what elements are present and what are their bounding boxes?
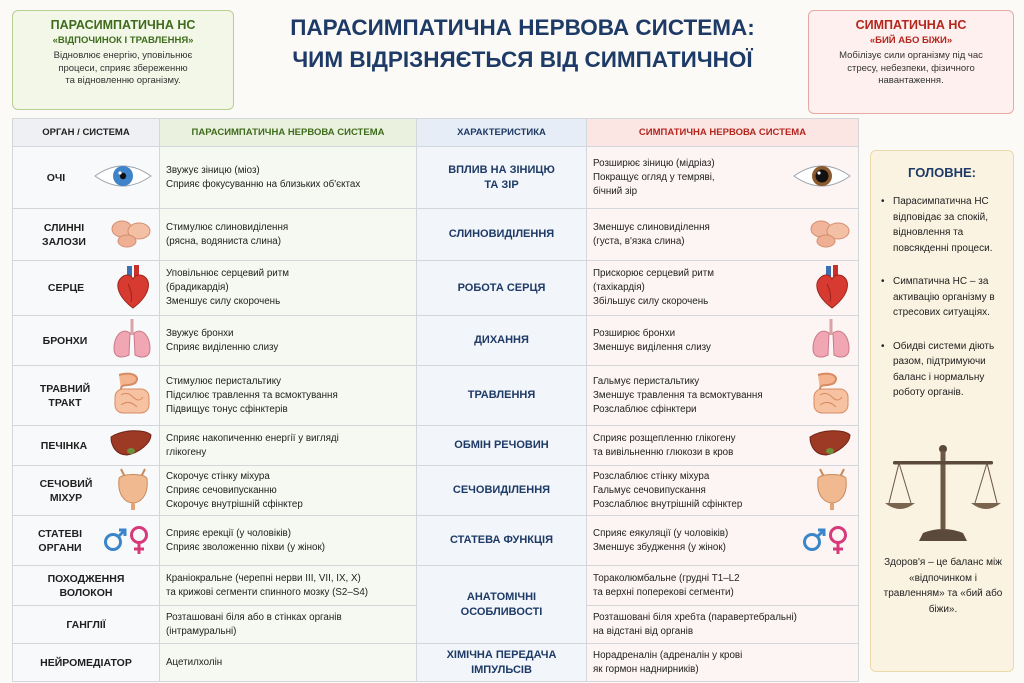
symp-desc-line: Мобілізує сили організму під час [839, 50, 983, 61]
organ-name [19, 618, 153, 632]
symp-text-line: Зменшує слиновиділення [593, 221, 710, 233]
organ-name-line: ТРАВНИЙ [39, 382, 91, 395]
table-row [13, 426, 859, 466]
sympathetic-cell [587, 426, 859, 466]
characteristic-cell [417, 316, 587, 366]
symp-text-line: Розслаблює сфінктери [593, 403, 697, 415]
organ-name-line: ТРАКТ [48, 396, 82, 409]
symp-box-description [817, 50, 1005, 88]
side-point: • Парасимпатична НС відповідає за спокій, відновлення та повсякденні процеси. [881, 194, 1003, 256]
organ-name-line: СТАТЕВІ [37, 527, 83, 540]
characteristic-line: ІМПУЛЬСІВ [471, 663, 532, 676]
characteristic-cell [417, 426, 587, 466]
sympathetic-cell [587, 466, 859, 516]
header-characteristic: ХАРАКТЕРИСТИКА [417, 119, 587, 147]
para-text-line: Уповільнює серцевий ритм [166, 268, 289, 279]
para-text-line: Підвищує тонус сфінктерів [166, 403, 288, 415]
gender-symbols-icon [800, 522, 852, 559]
comparison-table [12, 118, 859, 682]
characteristic-cell [417, 644, 587, 682]
para-text-line: Сприяє зволоженню піхви (у жінок) [166, 541, 326, 553]
organ-cell [13, 516, 160, 566]
para-text-line: Сприяє сечовипусканню [166, 484, 277, 496]
characteristic-line: СТАТЕВА ФУНКЦІЯ [449, 534, 553, 546]
para-text-line: Краніокральне (черепні нерви III, VII, IX, X) [166, 572, 361, 584]
organ-name-line: ГАНГЛІЇ [66, 618, 106, 631]
symp-text-line: як гормон наднирників) [593, 663, 699, 675]
symp-text-line: Покращує огляд у темряві, [593, 171, 715, 183]
symp-desc-line: навантаження. [878, 75, 944, 86]
symp-text-line: Розслаблює внутрішній сфінктер [593, 498, 743, 510]
organ-name-line: СЕРЦЕ [47, 282, 85, 294]
symp-text-line: Сприяє розщепленню глікогену [593, 432, 736, 444]
organ-name [19, 334, 111, 348]
para-text-line: Стимулює слиновиділення [166, 221, 289, 233]
liver-icon [109, 429, 153, 462]
symp-text-line: Розташовані біля хребта (паравертебральні) [593, 611, 797, 623]
characteristic-line: ОБМІН РЕЧОВИН [454, 439, 549, 451]
table-row [13, 147, 859, 209]
para-text-line: (інтрамуральні) [166, 625, 237, 637]
para-text-line: Скорочує стінку міхура [166, 470, 270, 482]
para-box-subtitle: «ВІДПОЧИНОК І ТРАВЛЕННЯ» [52, 35, 194, 46]
sympathetic-cell [587, 316, 859, 366]
organ-cell [13, 426, 160, 466]
characteristic-line: РОБОТА СЕРЦЯ [457, 281, 546, 294]
salivary-gland-icon [808, 217, 852, 252]
organ-name [19, 171, 93, 185]
para-text-line: Стимулює перистальтику [166, 375, 282, 387]
eye-icon [93, 161, 153, 194]
para-desc-line: та відновленню організму. [65, 75, 181, 86]
symp-text-line: Збільшує силу скорочень [593, 296, 709, 307]
para-text-line: глікогену [166, 446, 207, 458]
symp-desc-line: стресу, небезпеки, фізичного [847, 62, 975, 74]
title-line-1: ПАРАСИМПАТИЧНА НЕРВОВА СИСТЕМА: [290, 15, 755, 40]
symp-text-line: та верхні поперекові сегменти) [593, 586, 734, 598]
sympathetic-cell [587, 261, 859, 316]
para-text-line: Сприяє виділенню слизу [166, 341, 279, 353]
parasympathetic-cell [160, 366, 417, 426]
sympathetic-cell [587, 516, 859, 566]
para-desc-line: процеси, сприяє збереженню [58, 62, 188, 74]
title-line-2: ЧИМ ВІДРІЗНЯЄТЬСЯ ВІД СИМПАТИЧНОЇ [292, 47, 753, 72]
para-text-line: Сприяє накопиченню енергії у вигляді [166, 432, 339, 444]
para-text-line: Зменшує силу скорочень [166, 296, 281, 307]
parasympathetic-summary-box [12, 10, 234, 110]
parasympathetic-cell [160, 466, 417, 516]
balance-scales-icon [885, 441, 1001, 545]
characteristic-line: ТА ЗІР [484, 178, 519, 191]
para-text-line: Розташовані біля або в стінках органів [166, 611, 342, 623]
organ-name [19, 527, 101, 555]
symp-text-line: та вивільненню глюкози в кров [593, 446, 734, 458]
sympathetic-cell [587, 209, 859, 261]
table-row [13, 566, 859, 606]
organ-name [19, 477, 113, 505]
symp-text-line: Розширює бронхи [593, 327, 676, 339]
para-box-description [21, 50, 225, 88]
organ-name: НЕЙРОМЕДІАТОР [40, 656, 132, 669]
para-text-line: Сприяє фокусуванню на близьких об'єктах [166, 178, 361, 190]
characteristic-line: ВПЛИВ НА ЗІНИЦЮ [448, 163, 555, 176]
lungs-icon [810, 317, 852, 364]
lungs-icon [111, 317, 153, 364]
organ-name-line: ОРГАНИ [38, 541, 82, 554]
symp-text-line: Зменшує збудження (у жінок) [593, 541, 726, 553]
symp-text-line: на відстані від органів [593, 625, 694, 637]
organ-name [19, 382, 111, 410]
organ-name-line: ПОХОДЖЕННЯ [47, 572, 125, 585]
organ-name-line: ВОЛОКОН [59, 586, 113, 599]
organ-name-line: ЗАЛОЗИ [42, 235, 86, 248]
sympathetic-summary-box [808, 10, 1014, 114]
characteristic-cell [417, 147, 587, 209]
symp-text-line: Розширює зіницю (мідріаз) [593, 157, 715, 169]
bladder-icon [113, 467, 153, 514]
sympathetic-cell [587, 566, 859, 606]
organ-name-line: МІХУР [49, 491, 83, 504]
characteristic-line: АНАТОМІЧНІ [466, 590, 537, 603]
para-text-line: Ацетилхолін [166, 656, 223, 668]
symp-text-line: Норадреналін (адреналін у крові [593, 649, 743, 661]
characteristic-cell [417, 466, 587, 516]
parasympathetic-cell [160, 147, 417, 209]
parasympathetic-cell [160, 606, 417, 644]
characteristic-line: ОСОБЛИВОСТІ [460, 605, 543, 618]
organ-name-line: ПЕЧІНКА [40, 439, 88, 452]
organ-cell [13, 261, 160, 316]
para-box-title: ПАРАСИМПАТИЧНА НС [50, 18, 196, 32]
organ-cell [13, 606, 160, 644]
organ-cell [13, 644, 160, 682]
intestine-icon [810, 371, 852, 420]
organ-name-line: СЕЧОВИЙ [39, 477, 93, 490]
symp-text-line: Гальмує перистальтику [593, 375, 700, 387]
page-title [240, 12, 805, 76]
characteristic-cell [417, 209, 587, 261]
parasympathetic-cell [160, 516, 417, 566]
para-text-line: Звужує бронхи [166, 327, 234, 339]
side-point: • Симпатична НС – за активацію організму в стресових ситуаціях. [881, 274, 1003, 321]
table-row [13, 516, 859, 566]
parasympathetic-cell [160, 261, 417, 316]
symp-text-line: (густа, в'язка слина) [593, 235, 685, 247]
organ-name-line: СЛИННІ [43, 221, 85, 234]
para-text-line: Сприяє ерекції (у чоловіків) [166, 527, 291, 539]
sympathetic-cell [587, 366, 859, 426]
para-desc-line: Відновлює енергію, уповільнює [53, 50, 193, 61]
organ-cell [13, 209, 160, 261]
symp-text-line: Зменшує травлення та всмоктування [593, 389, 763, 401]
characteristic-cell [417, 566, 587, 644]
symp-text-line: Розслаблює стінку міхура [593, 470, 710, 482]
characteristic-line: ТРАВЛЕННЯ [467, 389, 536, 401]
heart-icon [812, 264, 852, 313]
header-organ: ОРГАН / СИСТЕМА [13, 119, 160, 147]
sympathetic-cell [587, 606, 859, 644]
para-text-line: та крижові сегменти спинного мозку (S2–S4) [166, 586, 369, 598]
para-text-line: Звужує зіницю (міоз) [166, 164, 260, 176]
organ-name [19, 572, 153, 600]
side-points [881, 194, 1003, 401]
characteristic-line: ДИХАННЯ [474, 334, 529, 346]
characteristic-line: СЕЧОВИДІЛЕННЯ [452, 484, 551, 496]
side-point: • Обидві системи діють разом, підтримуючи баланс і нормальну роботу органів. [881, 339, 1003, 401]
characteristic-cell [417, 516, 587, 566]
parasympathetic-cell [160, 426, 417, 466]
characteristic-cell [417, 261, 587, 316]
organ-cell [13, 466, 160, 516]
organ-cell [13, 316, 160, 366]
salivary-gland-icon [109, 217, 153, 252]
liver-icon [808, 429, 852, 462]
table-row [13, 316, 859, 366]
organ-name-line: БРОНХИ [42, 334, 88, 347]
characteristic-line: ХІМІЧНА ПЕРЕДАЧА [446, 648, 557, 661]
characteristic-line: СЛИНОВИДІЛЕННЯ [448, 228, 555, 240]
symp-box-title: СИМПАТИЧНА НС [855, 18, 967, 32]
organ-name [19, 281, 113, 295]
para-text-line: (рясна, водяниста слина) [166, 235, 281, 247]
summary-side-panel [870, 150, 1014, 672]
table-row [13, 261, 859, 316]
symp-box-subtitle: «БИЙ АБО БІЖИ» [869, 35, 953, 46]
gender-symbols-icon [101, 522, 153, 559]
symp-text-line: Зменшує виділення слизу [593, 341, 711, 353]
parasympathetic-cell [160, 209, 417, 261]
side-note: Здоров'я – це баланс між «відпочинком і травленням» та «бий або біжи». [883, 557, 1003, 615]
header-sympathetic: СИМПАТИЧНА НЕРВОВА СИСТЕМА [587, 119, 859, 147]
side-title: ГОЛОВНЕ: [908, 165, 976, 180]
parasympathetic-cell [160, 566, 417, 606]
organ-name-line: ОЧІ [46, 171, 66, 184]
organ-cell [13, 366, 160, 426]
sympathetic-cell [587, 644, 859, 682]
symp-text-line: бічний зір [593, 185, 638, 197]
sympathetic-cell [587, 147, 859, 209]
para-text-line: Скорочує внутрішній сфінктер [166, 498, 303, 510]
table-row [13, 466, 859, 516]
symp-text-line: Прискорює серцевий ритм [593, 268, 714, 279]
table-header-row [13, 119, 859, 147]
parasympathetic-cell [160, 644, 417, 682]
table-row [13, 644, 859, 682]
intestine-icon [111, 371, 153, 420]
eye-icon [792, 161, 852, 194]
symp-text-line: (тахікардія) [593, 282, 645, 293]
symp-text-line: Сприяє еякуляції (у чоловіків) [593, 527, 729, 539]
organ-name [19, 439, 109, 453]
symp-text-line: Тораколюмбальне (грудні Т1–L2 [593, 572, 740, 584]
organ-cell [13, 147, 160, 209]
organ-cell [13, 566, 160, 606]
symp-text-line: Гальмує сечовипускання [593, 484, 706, 496]
table-row [13, 366, 859, 426]
para-text-line: Підсилює травлення та всмоктування [166, 389, 338, 401]
para-text-line: (брадикардія) [166, 282, 229, 293]
heart-icon [113, 264, 153, 313]
header-parasympathetic: ПАРАСИМПАТИЧНА НЕРВОВА СИСТЕМА [160, 119, 417, 147]
bladder-icon [812, 467, 852, 514]
parasympathetic-cell [160, 316, 417, 366]
table-row [13, 209, 859, 261]
characteristic-cell [417, 366, 587, 426]
organ-name [19, 221, 109, 249]
